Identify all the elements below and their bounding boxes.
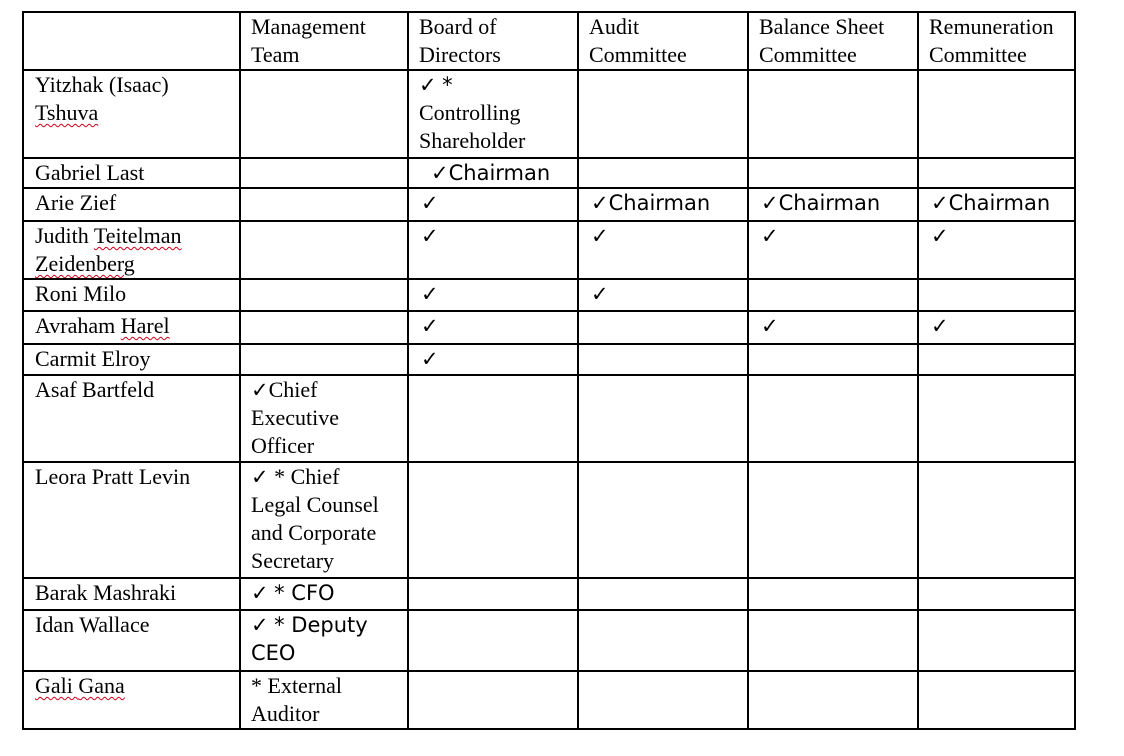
mgmt-role: * Chief: [274, 464, 340, 489]
table-row: [23, 158, 1075, 188]
cell-audit: [578, 344, 748, 375]
name-part: Gali: [35, 673, 79, 698]
member-name: Leora Pratt Levin: [23, 462, 240, 578]
cell-audit: [578, 70, 748, 158]
cell-balance-sheet: [748, 279, 918, 311]
member-name: [23, 311, 240, 344]
cell-management: [240, 375, 408, 462]
board-role: Controlling Shareholder: [419, 100, 526, 153]
cell-board: [408, 158, 578, 188]
cell-remuneration: [918, 462, 1075, 578]
member-name: [23, 70, 240, 158]
checkmark-icon: ✓: [421, 224, 439, 248]
cell-remuneration: [918, 344, 1075, 375]
checkmark-icon: ✓: [761, 191, 779, 215]
cell-balance-sheet: [748, 221, 918, 279]
cell-audit: [578, 671, 748, 729]
cell-audit: [578, 462, 748, 578]
cell-board: [408, 70, 578, 158]
cell-management: [240, 578, 408, 610]
cell-board: [408, 221, 578, 279]
cell-board: [408, 344, 578, 375]
table-row: [23, 279, 1075, 311]
cell-audit: [578, 311, 748, 344]
table-row: [23, 578, 1075, 610]
board-role: Chairman: [448, 161, 551, 185]
checkmark-icon: ✓: [421, 191, 439, 215]
name-part: Zeidenberg: [35, 251, 135, 276]
cell-balance-sheet: [748, 70, 918, 158]
cell-balance-sheet: [748, 188, 918, 221]
header-management: Management Team: [240, 12, 408, 70]
mgmt-role-rest: Legal Counsel and Corporate Secretary: [251, 492, 379, 573]
cell-balance-sheet: [748, 462, 918, 578]
cell-remuneration: [918, 671, 1075, 729]
name-part: Yitzhak (Isaac): [35, 72, 169, 97]
cell-management: [240, 344, 408, 375]
cell-remuneration: [918, 70, 1075, 158]
checkmark-icon: ✓: [251, 613, 269, 637]
name-part: Harel: [120, 313, 170, 338]
cell-management: [240, 188, 408, 221]
name-part: Judith: [35, 223, 94, 248]
member-name: [23, 671, 240, 729]
cell-board: [408, 578, 578, 610]
cell-remuneration: [918, 610, 1075, 671]
cell-management: * External Auditor: [240, 671, 408, 729]
table-row: [23, 462, 1075, 578]
cell-audit: [578, 221, 748, 279]
cell-management: [240, 462, 408, 578]
checkmark-icon: ✓: [761, 314, 779, 338]
cell-management: [240, 221, 408, 279]
cell-management: [240, 70, 408, 158]
checkmark-icon: ✓: [421, 347, 439, 371]
cell-balance-sheet: [748, 610, 918, 671]
checkmark-icon: ✓: [591, 282, 609, 306]
cell-remuneration: [918, 279, 1075, 311]
member-name: Gabriel Last: [23, 158, 240, 188]
cell-board: [408, 311, 578, 344]
cell-audit: [578, 578, 748, 610]
table-row: [23, 221, 1075, 279]
table-row: [23, 311, 1075, 344]
name-part: Teitelman: [93, 223, 182, 248]
cell-remuneration: [918, 188, 1075, 221]
cell-remuneration: [918, 375, 1075, 462]
checkmark-icon: ✓: [431, 161, 449, 185]
cell-management: [240, 610, 408, 671]
table-row: [23, 375, 1075, 462]
checkmark-icon: ✓: [421, 282, 439, 306]
member-name: [23, 221, 240, 279]
cell-balance-sheet: [748, 578, 918, 610]
cell-remuneration: [918, 578, 1075, 610]
checkmark-icon: ✓: [761, 224, 779, 248]
balance-role: Chairman: [778, 191, 881, 215]
mgmt-role-rest: CEO: [251, 641, 296, 665]
member-name: Idan Wallace: [23, 610, 240, 671]
mgmt-role: Chief: [268, 377, 318, 402]
cell-balance-sheet: [748, 311, 918, 344]
checkmark-icon: ✓: [591, 224, 609, 248]
checkmark-icon: ✓: [931, 191, 949, 215]
table-row: [23, 671, 1075, 729]
cell-remuneration: [918, 158, 1075, 188]
cell-audit: [578, 610, 748, 671]
governance-table: [22, 11, 1076, 730]
mgmt-role: * CFO: [274, 581, 335, 605]
cell-remuneration: [918, 311, 1075, 344]
name-part: Avraham: [35, 313, 121, 338]
checkmark-icon: ✓: [591, 191, 609, 215]
member-name: Roni Milo: [23, 279, 240, 311]
name-part: Gana: [78, 673, 125, 698]
cell-board: [408, 188, 578, 221]
checkmark-icon: ✓: [251, 378, 269, 402]
checkmark-icon: ✓: [931, 224, 949, 248]
checkmark-icon: ✓: [419, 73, 437, 97]
checkmark-icon: ✓: [251, 465, 269, 489]
cell-balance-sheet: [748, 375, 918, 462]
member-name: Arie Zief: [23, 188, 240, 221]
cell-board: [408, 671, 578, 729]
note-marker: *: [442, 73, 453, 97]
cell-board: [408, 462, 578, 578]
cell-balance-sheet: [748, 158, 918, 188]
checkmark-icon: ✓: [251, 581, 269, 605]
cell-audit: [578, 375, 748, 462]
cell-board: [408, 610, 578, 671]
remuneration-role: Chairman: [948, 191, 1051, 215]
audit-role: Chairman: [608, 191, 711, 215]
cell-remuneration: [918, 221, 1075, 279]
header-audit: Audit Committee: [578, 12, 748, 70]
checkmark-icon: ✓: [421, 314, 439, 338]
name-part: Tshuva: [35, 100, 99, 125]
header-balance-sheet: Balance Sheet Committee: [748, 12, 918, 70]
table-row: [23, 70, 1075, 158]
cell-board: [408, 375, 578, 462]
mgmt-role: * Deputy: [274, 613, 368, 637]
checkmark-icon: ✓: [931, 314, 949, 338]
cell-balance-sheet: [748, 671, 918, 729]
cell-audit: [578, 158, 748, 188]
table-row: [23, 188, 1075, 221]
header-remuneration: Remuneration Committee: [918, 12, 1075, 70]
header-row: [23, 12, 1075, 70]
mgmt-role-rest: Executive Officer: [251, 405, 339, 458]
cell-audit: [578, 188, 748, 221]
table-row: [23, 344, 1075, 375]
member-name: Barak Mashraki: [23, 578, 240, 610]
cell-board: [408, 279, 578, 311]
cell-audit: [578, 279, 748, 311]
cell-management: [240, 311, 408, 344]
member-name: Asaf Bartfeld: [23, 375, 240, 462]
cell-management: [240, 279, 408, 311]
member-name: Carmit Elroy: [23, 344, 240, 375]
table-row: [23, 610, 1075, 671]
header-board: Board of Directors: [408, 12, 578, 70]
cell-management: [240, 158, 408, 188]
header-name: [23, 12, 240, 70]
cell-balance-sheet: [748, 344, 918, 375]
